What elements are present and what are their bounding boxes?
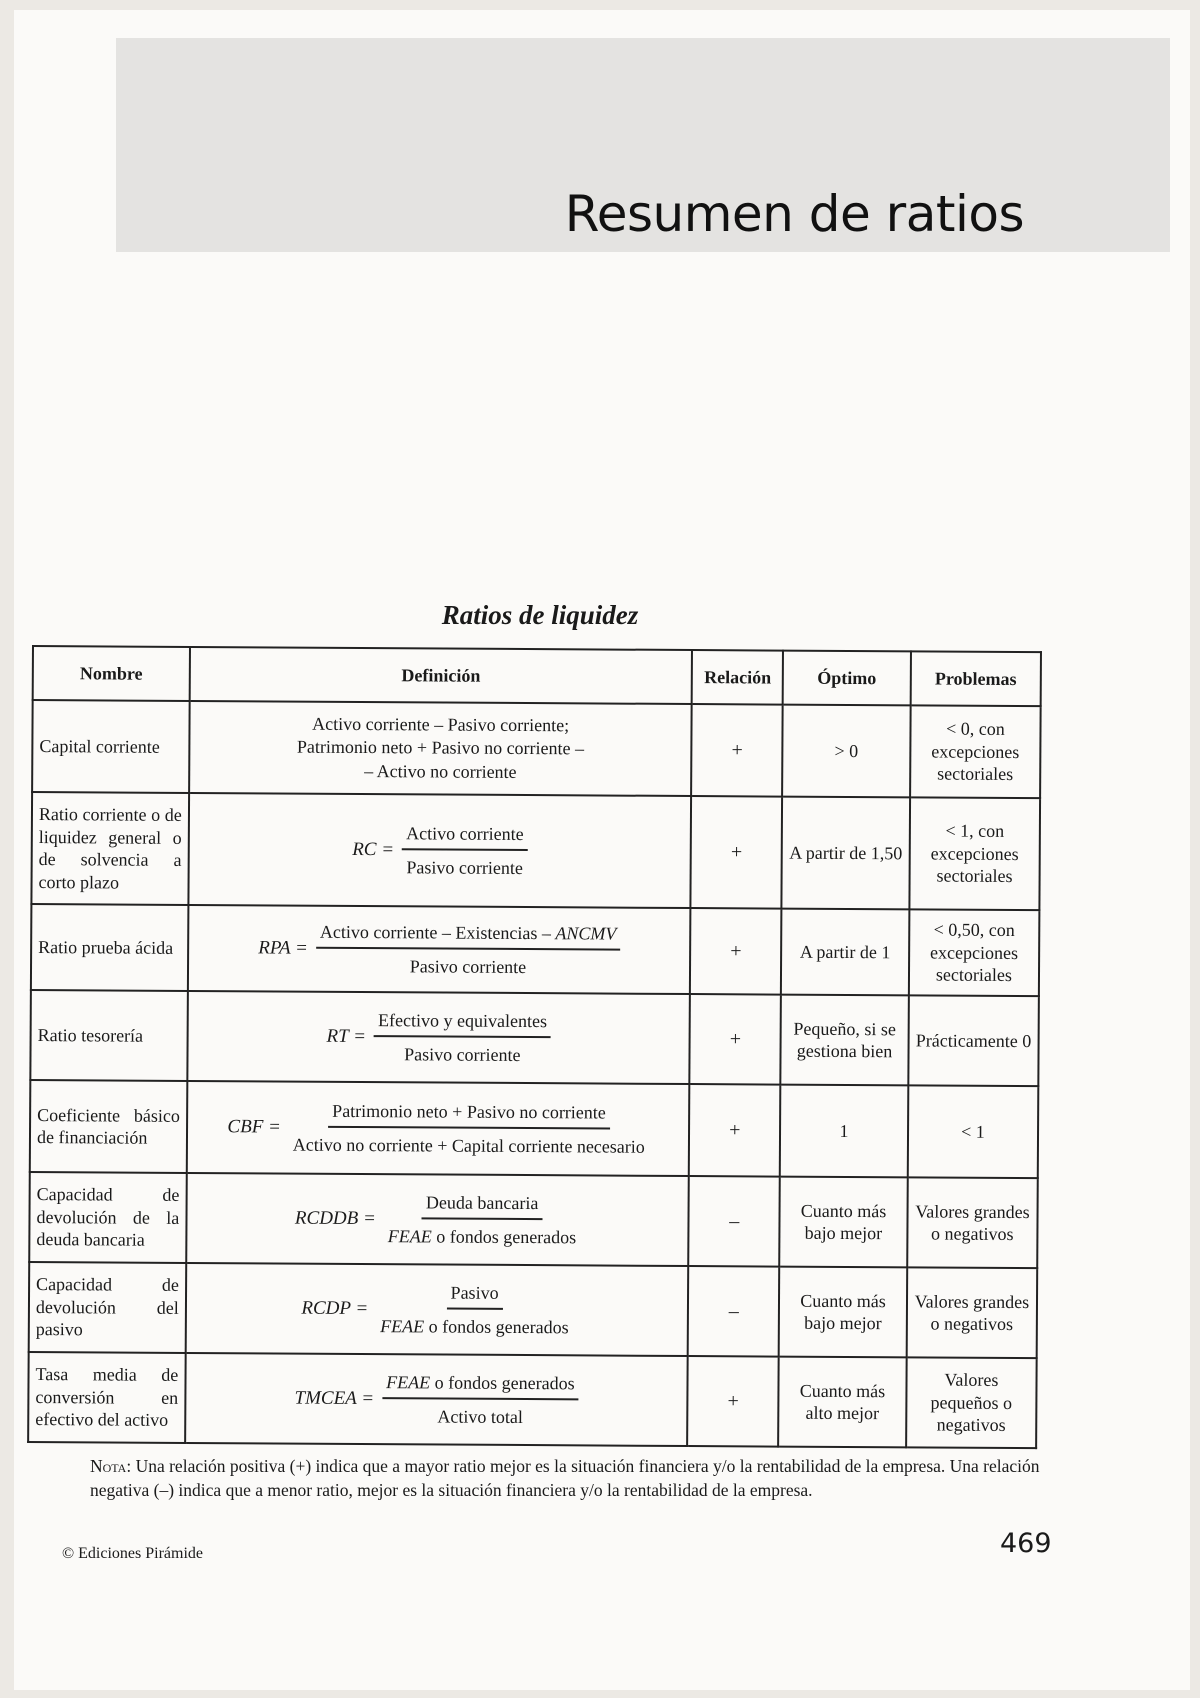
ratio-name: Ratio tesorería [30, 990, 187, 1081]
definition-line: Patrimonio neto + Pasivo no corriente – [296, 736, 585, 759]
formula-numerator [382, 1371, 579, 1401]
ratio-formula [258, 920, 620, 979]
ratio-problems: Valores pequeños o negativos [906, 1357, 1037, 1448]
table-row [29, 1172, 1038, 1268]
ratio-definition [185, 1353, 688, 1446]
formula-lhs: RCDP = [301, 1297, 369, 1320]
ratio-definition [188, 793, 691, 908]
ratio-name: Ratio corriente o de liquidez general o de solvencia a corto plazo [31, 792, 188, 905]
formula-denominator: Activo total [437, 1406, 523, 1428]
ratio-relation: – [689, 1176, 780, 1267]
table-note [90, 1455, 1070, 1502]
header-nombre: Nombre [33, 646, 190, 701]
publisher-credit: © Ediciones Pirámide [62, 1545, 204, 1562]
header-optimo: Óptimo [783, 651, 911, 706]
ratio-problems: Valores grandes o negativos [907, 1177, 1038, 1268]
denominator-italic: FEAE [380, 1316, 425, 1337]
numerator-italic: ANCMV [555, 922, 617, 944]
formula-fraction [289, 1099, 649, 1158]
note-text: Una relación positiva (+) indica que a mayor ratio mejor es la situación financiera y/o la rentabilidad de la empresa. Una relación negativa (–) indica que a menor ratio, mejor es la situación financiera y/o la rentabilidad de la empresa. [90, 1456, 1040, 1500]
ratio-definition [188, 905, 691, 994]
formula-fraction [374, 1009, 551, 1067]
ratio-problems: Valores grandes o negativos [907, 1267, 1038, 1358]
ratio-optimum: 1 [780, 1085, 908, 1178]
numerator-text: Activo corriente – Existencias – [319, 921, 556, 943]
ratio-optimum: A partir de 1,50 [782, 797, 910, 910]
ratio-optimum: A partir de 1 [781, 909, 909, 996]
ratio-relation: + [689, 1084, 780, 1177]
definition-line: Activo corriente – Pasivo corriente; [312, 713, 570, 736]
ratio-definition [186, 1173, 689, 1266]
formula-numerator: Efectivo y equivalentes [374, 1009, 551, 1039]
formula-lhs: RC = [352, 839, 395, 861]
formula-numerator: Deuda bancaria [422, 1191, 543, 1220]
formula-lhs: RCDDB = [294, 1207, 376, 1230]
ratio-formula [301, 1280, 573, 1339]
ratio-formula [227, 1099, 649, 1159]
ratio-relation: + [691, 796, 782, 909]
ratio-problems: < 1 [908, 1085, 1039, 1178]
table-row [32, 700, 1041, 798]
denominator-italic: FEAE [387, 1226, 432, 1247]
formula-fraction [376, 1281, 573, 1339]
formula-denominator: Pasivo corriente [409, 956, 527, 978]
ratio-problems: Prácticamente 0 [908, 995, 1039, 1086]
page-number: 469 [1000, 1528, 1052, 1559]
ratio-definition [187, 991, 690, 1084]
ratio-relation: + [690, 994, 781, 1085]
header-problemas: Problemas [911, 651, 1041, 706]
ratio-optimum: Cuanto más bajo mejor [779, 1177, 907, 1268]
formula-denominator: Pasivo corriente [404, 1044, 521, 1065]
formula-fraction [384, 1191, 581, 1249]
formula-denominator [376, 1309, 573, 1339]
formula-fraction [316, 920, 621, 979]
formula-lhs: TMCEA = [294, 1387, 375, 1410]
ratio-formula [294, 1370, 578, 1429]
ratio-problems: < 0, con excepciones sectoriales [910, 705, 1041, 798]
formula-denominator: Pasivo corriente [406, 857, 523, 879]
table-row [28, 1352, 1037, 1448]
table-row [30, 1080, 1039, 1178]
formula-numerator: Patrimonio neto + Pasivo no corriente [328, 1099, 610, 1129]
ratio-name: Capacidad de devolución del pasivo [29, 1262, 186, 1353]
formula-numerator: Pasivo [446, 1281, 502, 1310]
ratio-name: Coeficiente básico de financiación [30, 1080, 187, 1173]
header-relacion: Relación [692, 650, 783, 705]
denominator-text: o fondos generados [431, 1226, 577, 1248]
ratio-name: Capacidad de devolución de la deuda bancaria [29, 1172, 186, 1263]
ratios-table [27, 645, 1042, 1449]
formula-numerator: Activo corriente [402, 822, 528, 851]
chapter-title: Resumen de ratios [564, 185, 1024, 243]
formula-numerator [316, 920, 621, 950]
ratio-optimum: Cuanto más alto mejor [778, 1357, 906, 1448]
ratio-formula [326, 1008, 551, 1066]
ratio-optimum: Pequeño, si se gestiona bien [781, 995, 909, 1086]
table-row [31, 792, 1040, 910]
denominator-text: o fondos generados [424, 1316, 569, 1338]
table-row [30, 990, 1039, 1086]
ratio-formula [352, 821, 528, 879]
ratio-relation: – [688, 1266, 779, 1357]
ratio-name: Capital corriente [32, 700, 189, 793]
formula-fraction [382, 1371, 579, 1429]
formula-denominator: Activo no corriente + Capital corriente necesario [292, 1134, 645, 1157]
header-definicion: Definición [189, 647, 692, 704]
table-row [29, 1262, 1038, 1358]
formula-denominator [384, 1219, 581, 1249]
ratio-definition [189, 701, 692, 796]
section-title: Ratios de liquidez [441, 600, 639, 630]
ratio-optimum: Cuanto más bajo mejor [779, 1267, 907, 1358]
ratio-definition [187, 1081, 690, 1176]
table-header-row [33, 646, 1041, 706]
formula-lhs: CBF = [227, 1116, 281, 1138]
formula-lhs: RPA = [258, 937, 308, 959]
ratio-optimum: > 0 [782, 705, 910, 798]
ratio-formula [295, 1190, 581, 1249]
definition-line: – Activo no corriente [364, 760, 517, 782]
ratio-name: Ratio prueba ácida [31, 904, 188, 991]
ratio-relation: + [690, 908, 781, 995]
table-row [31, 904, 1040, 996]
numerator-italic: FEAE [386, 1371, 431, 1392]
formula-fraction [402, 822, 528, 880]
ratio-relation: + [692, 704, 783, 797]
note-label: Nota: [90, 1456, 132, 1476]
formula-lhs: RT = [326, 1025, 367, 1048]
ratio-relation: + [688, 1356, 779, 1447]
ratio-problems: < 1, con excepciones sectoriales [909, 797, 1040, 910]
ratio-definition [185, 1263, 688, 1356]
ratio-problems: < 0,50, con excepciones sectoriales [909, 909, 1040, 996]
numerator-text: o fondos generados [430, 1371, 575, 1393]
ratio-name: Tasa media de conversión en efectivo del activo [28, 1352, 185, 1443]
